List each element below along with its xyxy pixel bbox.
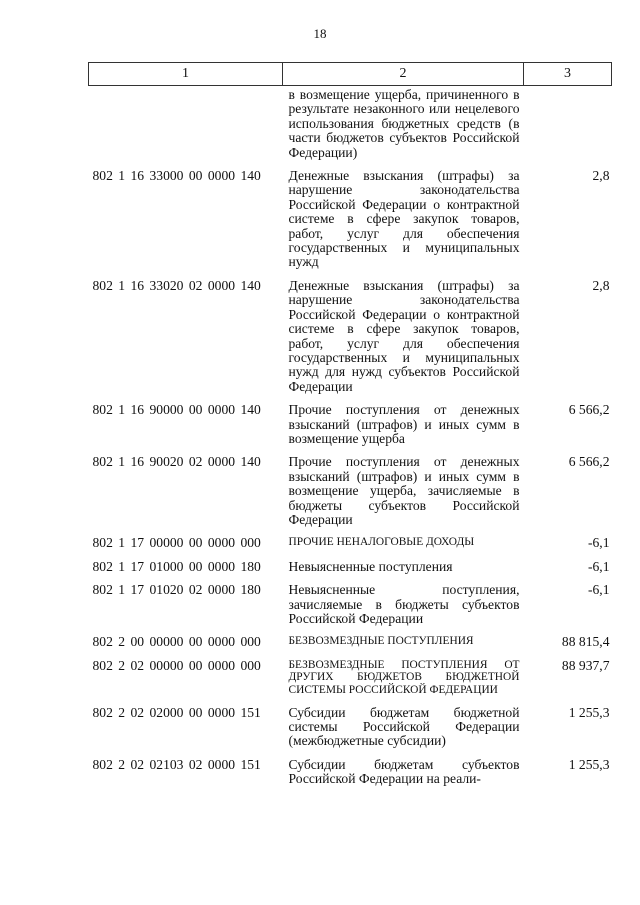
- page-number: 18: [313, 26, 327, 41]
- row-description: в возмещение ущерба, причиненного в результате незаконного или нецелевого использования бюджетных средств (в части бюджетов субъектов Российской Федерации): [288, 87, 520, 160]
- row-amount: 6 566,2: [568, 454, 610, 470]
- budget-table: [88, 62, 612, 796]
- row-amount: 88 815,4: [561, 634, 610, 650]
- table-row: [89, 86, 612, 170]
- column-header-3: 3: [524, 63, 612, 86]
- budget-code: 802 1 16 90000 00 0000 140: [92, 402, 261, 418]
- table-header-row: [89, 63, 612, 86]
- budget-code: 802 2 02 02103 02 0000 151: [92, 756, 261, 772]
- row-description: Денежные взыскания (штрафы) за нарушение законодательства Российской Федерации о контрактной системе в сфере закупок товаров, работ, услуг для обеспечения государственных и муниципальных нужд: [288, 168, 520, 270]
- row-description: ПРОЧИЕ НЕНАЛОГОВЫЕ ДОХОДЫ: [288, 536, 475, 549]
- row-amount: -6,1: [587, 558, 610, 574]
- row-amount: 1 255,3: [568, 704, 610, 720]
- row-amount: 6 566,2: [568, 402, 610, 418]
- row-amount: 88 937,7: [561, 657, 610, 673]
- row-amount: 2,8: [592, 168, 610, 184]
- row-amount: -6,1: [587, 582, 610, 598]
- table-row: [89, 403, 612, 455]
- row-description: Субсидии бюджетам бюджетной системы Российской Федерации (межбюджетные субсидии): [288, 704, 520, 749]
- row-description: Невыясненные поступления: [288, 558, 453, 574]
- budget-code: 802 2 00 00000 00 0000 000: [92, 634, 261, 650]
- row-amount: 1 255,3: [568, 756, 610, 772]
- budget-code: 802 2 02 02000 00 0000 151: [92, 704, 261, 720]
- row-amount: -6,1: [587, 535, 610, 551]
- budget-code: 802 1 17 00000 00 0000 000: [92, 535, 261, 551]
- budget-code: 802 2 02 00000 00 0000 000: [92, 657, 261, 673]
- table-row: [89, 758, 612, 796]
- column-header-1: 1: [89, 63, 283, 86]
- budget-code: [89, 86, 283, 170]
- budget-code: 802 1 16 33000 00 0000 140: [92, 168, 261, 184]
- row-description: БЕЗВОЗМЕЗДНЫЕ ПОСТУПЛЕНИЯ: [288, 635, 474, 648]
- row-description: Невыясненные поступления, зачисляемые в бюджеты субъектов Российской Федерации: [288, 582, 520, 626]
- table-row: [89, 635, 612, 658]
- table-row: [89, 706, 612, 758]
- budget-code: 802 1 16 33020 02 0000 140: [92, 277, 261, 293]
- table-row: [89, 560, 612, 583]
- table-row: [89, 536, 612, 559]
- row-description: Прочие поступления от денежных взысканий (штрафов) и иных сумм в возмещение ущерба: [288, 402, 520, 446]
- budget-code: 802 1 16 90020 02 0000 140: [92, 454, 261, 470]
- row-amount: 2,8: [592, 277, 610, 293]
- column-header-2: 2: [283, 63, 524, 86]
- row-description: Субсидии бюджетам субъектов Российской Федерации на реали-: [288, 756, 520, 787]
- row-amount: [524, 86, 612, 170]
- row-description: Денежные взыскания (штрафы) за нарушение законодательства Российской Федерации о контрактной системе в сфере закупок товаров, работ, услуг для обеспечения государственных и муниципальных нужд для нужд субъектов Российской Федерации: [288, 277, 520, 394]
- table-row: [89, 279, 612, 403]
- table-row: [89, 659, 612, 706]
- table-row: [89, 583, 612, 635]
- table-row: [89, 169, 612, 279]
- table-row: [89, 455, 612, 536]
- row-description: Прочие поступления от денежных взысканий (штрафов) и иных сумм в возмещение ущерба, зачисляемые в бюджеты субъектов Российской Федерации: [288, 454, 520, 527]
- budget-code: 802 1 17 01020 02 0000 180: [92, 582, 261, 598]
- budget-code: 802 1 17 01000 00 0000 180: [92, 558, 261, 574]
- row-description: БЕЗВОЗМЕЗДНЫЕ ПОСТУПЛЕНИЯ ОТ ДРУГИХ БЮДЖЕТОВ БЮДЖЕТНОЙ СИСТЕМЫ РОССИЙСКОЙ ФЕДЕРАЦИИ: [288, 658, 520, 696]
